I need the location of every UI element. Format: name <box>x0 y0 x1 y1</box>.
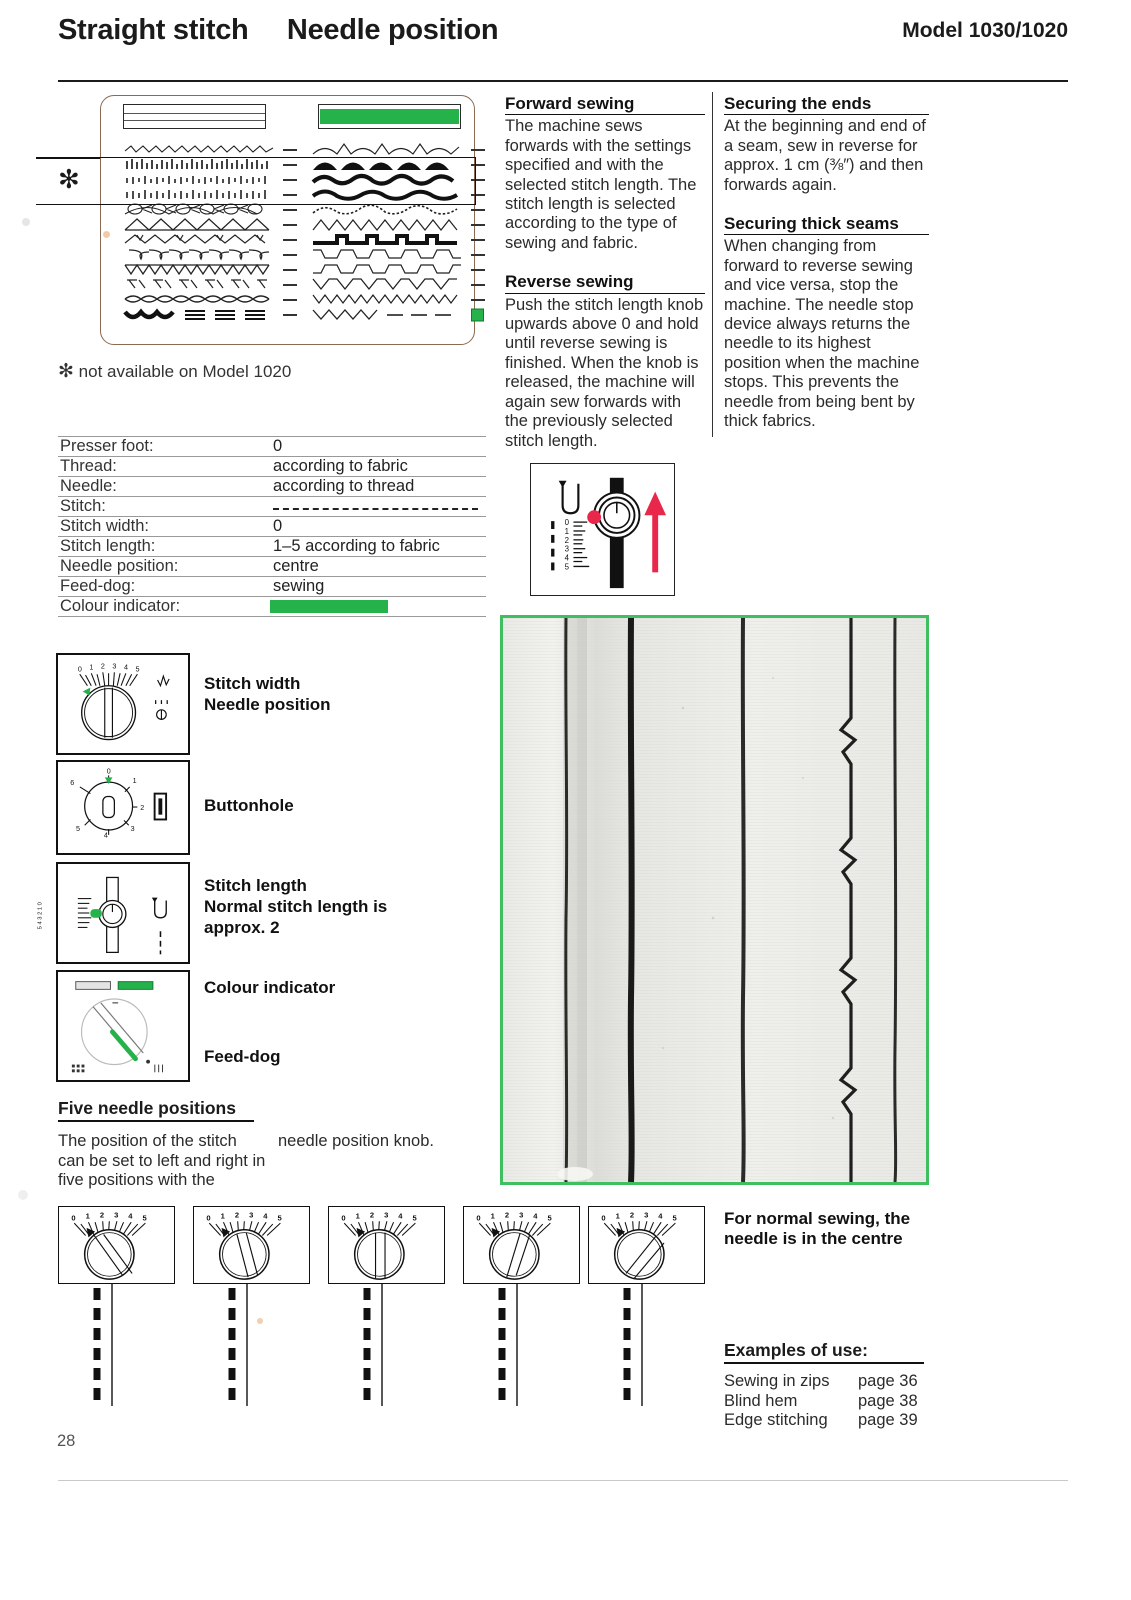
stitch-glyph-right <box>311 247 463 262</box>
svg-text:5: 5 <box>135 664 140 674</box>
table-row <box>58 477 486 497</box>
normal-sewing-note: For normal sewing, the needle is in the centre <box>724 1209 911 1248</box>
setting-key: Feed-dog: <box>60 577 136 595</box>
setting-key: Needle: <box>60 477 117 495</box>
photo-svg <box>503 618 926 1182</box>
svg-text:1: 1 <box>490 1211 495 1221</box>
swatch-plain <box>123 104 266 129</box>
stitch-glyph-right <box>311 277 463 292</box>
dial-label-line1: Buttonhole <box>204 796 294 815</box>
svg-text:1: 1 <box>89 662 94 672</box>
table-row <box>58 497 486 517</box>
chart-footnote <box>58 360 291 383</box>
stitch-glyph-right <box>311 262 463 277</box>
svg-text:4: 4 <box>128 1211 133 1221</box>
svg-text:1: 1 <box>220 1211 225 1221</box>
svg-text:0: 0 <box>106 767 111 776</box>
section-heading: Forward sewing <box>505 94 705 115</box>
dial-stitch-length-box <box>37 862 190 964</box>
setting-value: centre <box>273 557 319 575</box>
section-heading: Reverse sewing <box>505 272 705 293</box>
text-column-forward-reverse <box>505 94 705 451</box>
stitch-glyph-right <box>311 307 463 322</box>
svg-text:3: 3 <box>384 1210 389 1220</box>
stitch-glyph-left <box>123 262 275 277</box>
svg-text:1: 1 <box>564 526 569 536</box>
stitch-glyph-right <box>311 292 463 307</box>
setting-value: according to fabric <box>273 457 408 475</box>
needle-position-dial-box <box>193 1206 310 1284</box>
swatch-green <box>318 104 461 129</box>
chart-row <box>123 142 468 157</box>
stitch-sample-photo <box>500 615 929 1185</box>
svg-text:5: 5 <box>672 1213 677 1223</box>
section-body: The machine sews forwards with the settings specified and with the selected stitch length. The stitch length is selected according to the type of sewing and fabric. <box>505 117 697 252</box>
svg-text:0: 0 <box>476 1213 481 1223</box>
svg-text:4: 4 <box>123 662 128 672</box>
svg-text:0: 0 <box>601 1213 606 1223</box>
text-column-securing <box>724 94 929 432</box>
needle-position-stitch-line <box>616 1284 656 1406</box>
table-row <box>58 577 486 597</box>
stitch-glyph-left <box>123 247 275 262</box>
chart-row <box>123 232 468 247</box>
footer-rule <box>58 1480 1068 1481</box>
svg-text:0: 0 <box>206 1213 211 1223</box>
dial-label-line2: Needle position <box>204 695 331 714</box>
dial-feed-dog-label <box>204 1046 281 1067</box>
svg-text:1: 1 <box>355 1211 360 1221</box>
needle-position-dial-box <box>328 1206 445 1284</box>
stitch-glyph-right <box>311 142 463 157</box>
needle-position-dial-box <box>463 1206 580 1284</box>
chart-row <box>123 307 468 322</box>
red-indicator-dot <box>587 510 601 524</box>
setting-value: 0 <box>273 437 283 455</box>
asterisk-icon: ✻ <box>58 164 80 194</box>
svg-text:3: 3 <box>564 544 569 554</box>
stitch-glyph-left <box>123 307 275 322</box>
header-rule <box>58 80 1068 82</box>
svg-text:2: 2 <box>140 803 145 812</box>
svg-text:3: 3 <box>644 1210 649 1220</box>
stitch-glyph-left <box>123 277 275 292</box>
stitch-pattern-chart <box>100 95 475 345</box>
dial-stitch-length-label <box>204 875 387 938</box>
straight-stitch-line-icon <box>273 508 478 510</box>
dial-label-line2: Feed-dog <box>204 1047 281 1066</box>
svg-text:3: 3 <box>114 1210 119 1220</box>
section-body: When changing from forward to reverse sewing and vice versa, stop the machine. The needle stop device always returns the needle to its highest position when the machine stops. This prevents the needle from being bent by thick fabrics. <box>724 237 920 431</box>
dial-label-line1: Stitch length <box>204 876 307 895</box>
stitch-glyph-right <box>311 217 463 232</box>
chart-row <box>123 262 468 277</box>
svg-text:5: 5 <box>142 1213 147 1223</box>
asterisk-icon: ✻ <box>58 361 74 382</box>
stitch-glyph-right <box>311 232 463 247</box>
svg-text:4: 4 <box>564 553 569 563</box>
svg-text:4: 4 <box>398 1211 403 1221</box>
chart-row <box>123 292 468 307</box>
dial-colour-indicator-label <box>204 977 335 998</box>
example-page: page 38 <box>858 1391 918 1410</box>
dial-label-line3: approx. 2 <box>204 918 280 937</box>
dial-label-line2: Normal stitch length is <box>204 897 388 916</box>
setting-key: Colour indicator: <box>60 597 181 615</box>
list-item <box>724 1372 939 1392</box>
svg-text:3: 3 <box>112 661 117 671</box>
page-header <box>58 14 1068 54</box>
list-item <box>724 1411 939 1431</box>
stitch-glyph-left <box>123 217 275 232</box>
svg-text:2: 2 <box>100 661 105 671</box>
svg-text:1: 1 <box>132 777 137 786</box>
page-subtitle: Needle position <box>286 14 499 46</box>
example-name: Sewing in zips <box>724 1372 830 1390</box>
dial-label-line1: Stitch width <box>204 674 301 693</box>
five-needle-positions-text-left: The position of the stitch can be set to left and right in five positions with the <box>58 1132 266 1189</box>
needle-position-stitch-line <box>356 1284 396 1406</box>
asterisk-highlight-box <box>36 157 476 205</box>
stitch-glyph-left <box>123 142 275 157</box>
page-number: 28 <box>57 1432 76 1450</box>
chart-green-marker <box>471 308 484 321</box>
svg-text:5: 5 <box>547 1213 552 1223</box>
needle-position-stitch-line <box>221 1284 261 1406</box>
svg-text:3: 3 <box>519 1210 524 1220</box>
table-row <box>58 537 486 557</box>
up-arrow-icon <box>644 492 666 573</box>
svg-text:5: 5 <box>277 1213 282 1223</box>
svg-text:4: 4 <box>103 831 108 840</box>
section-body: Push the stitch length knob upwards above 0 and hold until reverse sewing is finished. When the knob is released, the machine will again sew forwards with the previously selected stitch length. <box>505 295 704 450</box>
setting-key: Stitch: <box>60 497 106 515</box>
section-reverse-sewing <box>505 272 705 451</box>
svg-text:3: 3 <box>130 824 135 833</box>
list-item <box>724 1392 939 1412</box>
section-body: At the beginning and end of a seam, sew in reverse for approx. 1 cm (⅜″) and then forwards again. <box>724 117 926 194</box>
five-needle-positions-rule <box>58 1120 254 1122</box>
dial-stitch-width-box <box>56 653 190 755</box>
table-row <box>58 437 486 457</box>
colour-indicator-swatch <box>270 600 388 613</box>
setting-value: 1–5 according to fabric <box>273 537 440 555</box>
setting-key: Needle position: <box>60 557 179 575</box>
dial-colour-feeddog-box <box>56 970 190 1082</box>
setting-key: Thread: <box>60 457 117 475</box>
buttonhole-icon <box>155 794 166 820</box>
svg-text:3: 3 <box>249 1210 254 1220</box>
svg-text:0: 0 <box>564 518 569 528</box>
examples-rule <box>724 1362 924 1364</box>
section-heading: Securing the ends <box>724 94 929 115</box>
svg-text:2: 2 <box>504 1210 510 1220</box>
svg-text:0: 0 <box>77 664 82 674</box>
needle-position-dial-box <box>588 1206 705 1284</box>
chart-swatch-row <box>123 104 463 130</box>
example-page: page 36 <box>858 1372 918 1390</box>
scan-speckle <box>22 218 30 226</box>
examples-list <box>724 1372 939 1431</box>
section-securing-ends <box>724 94 929 195</box>
section-forward-sewing <box>505 94 705 253</box>
svg-text:5 4 3 2 1 0: 5 4 3 2 1 0 <box>37 902 44 930</box>
svg-text:5: 5 <box>412 1213 417 1223</box>
needle-position-stitch-line <box>86 1284 126 1406</box>
dial-buttonhole-box <box>56 760 190 855</box>
green-pointer <box>90 909 102 918</box>
settings-table <box>58 436 486 617</box>
svg-text:2: 2 <box>234 1210 240 1220</box>
column-divider <box>712 92 713 437</box>
setting-key: Stitch length: <box>60 537 156 555</box>
svg-text:6: 6 <box>70 778 75 787</box>
svg-text:2: 2 <box>564 535 569 545</box>
chart-row <box>123 247 468 262</box>
example-name: Edge stitching <box>724 1411 828 1429</box>
svg-text:0: 0 <box>71 1213 76 1223</box>
table-row <box>58 517 486 537</box>
table-row <box>58 597 486 617</box>
svg-text:2: 2 <box>629 1210 635 1220</box>
svg-text:4: 4 <box>533 1211 538 1221</box>
knob-diagram-svg <box>531 464 674 595</box>
setting-value: according to thread <box>273 477 415 495</box>
page-title: Straight stitch <box>58 14 249 46</box>
example-name: Blind hem <box>724 1391 798 1410</box>
chart-row <box>123 217 468 232</box>
svg-text:5: 5 <box>76 824 81 833</box>
svg-text:1: 1 <box>85 1211 90 1221</box>
svg-text:2: 2 <box>369 1210 375 1220</box>
scan-speckle <box>103 231 110 238</box>
svg-text:5: 5 <box>564 562 569 572</box>
section-securing-thick-seams <box>724 214 929 431</box>
needle-position-stitch-line <box>491 1284 531 1406</box>
dial-label-line1: Colour indicator <box>204 978 336 997</box>
scan-speckle <box>18 1190 28 1200</box>
dial-buttonhole-label <box>204 795 294 816</box>
svg-text:4: 4 <box>658 1211 663 1221</box>
svg-text:2: 2 <box>99 1210 105 1220</box>
stitch-glyph-left <box>123 292 275 307</box>
green-pointer <box>83 688 91 696</box>
examples-heading: Examples of use: <box>724 1340 868 1360</box>
model-label: Model 1030/1020 <box>902 19 1068 42</box>
dial-stitch-width-label <box>204 673 331 715</box>
table-row <box>58 557 486 577</box>
scan-speckle <box>257 1318 263 1324</box>
chart-row <box>123 277 468 292</box>
setting-key: Presser foot: <box>60 437 154 455</box>
svg-text:1: 1 <box>615 1211 620 1221</box>
example-page: page 39 <box>858 1411 918 1429</box>
setting-key: Stitch width: <box>60 517 149 535</box>
chart-footnote-text: not available on Model 1020 <box>78 362 292 381</box>
setting-value: 0 <box>273 517 283 535</box>
stitch-glyph-left <box>123 232 275 247</box>
svg-text:0: 0 <box>341 1213 346 1223</box>
svg-text:4: 4 <box>263 1211 268 1221</box>
needle-position-dial-box <box>58 1206 175 1284</box>
reverse-sewing-knob-diagram <box>530 463 675 596</box>
five-needle-positions-heading: Five needle positions <box>58 1098 236 1118</box>
table-row <box>58 457 486 477</box>
setting-value: sewing <box>273 577 325 595</box>
five-needle-positions-text-right: needle position knob. <box>278 1132 434 1150</box>
section-heading: Securing thick seams <box>724 214 929 235</box>
